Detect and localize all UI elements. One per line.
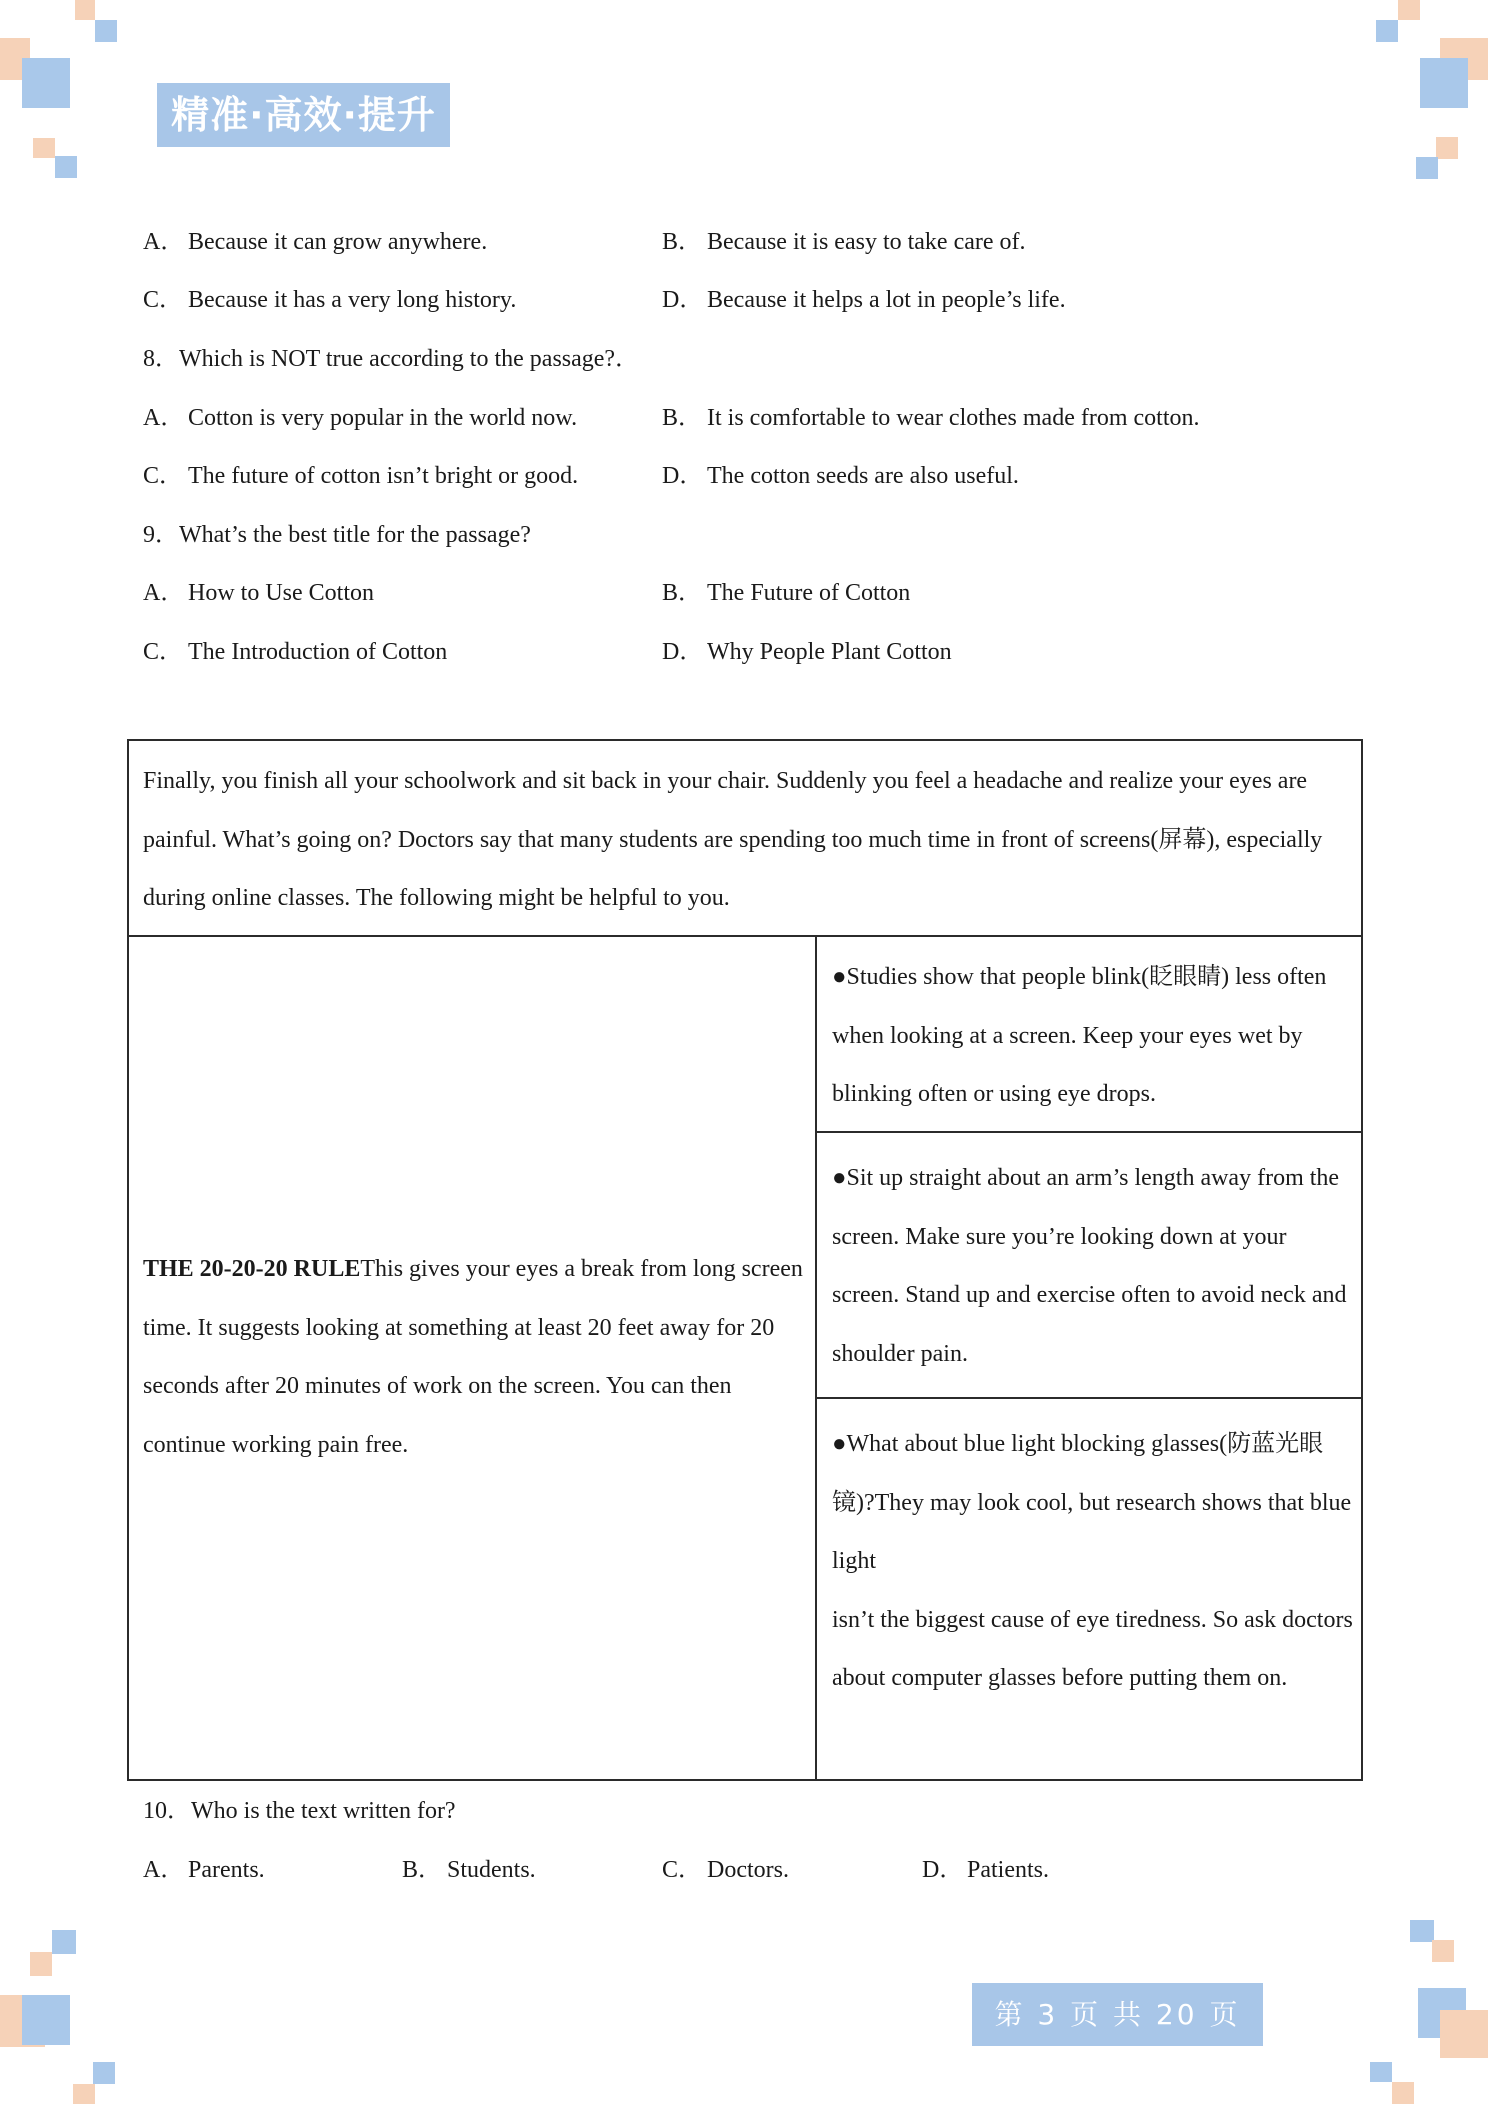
option-text: Patients.	[967, 1857, 1049, 1883]
q10-option-d[interactable]	[922, 1856, 1049, 1884]
tip-blue-light	[832, 1415, 1356, 1708]
rule-heading: THE 20-20-20 RULE	[143, 1256, 361, 1282]
table-divider	[815, 935, 817, 1781]
q7-option-d[interactable]	[662, 286, 1066, 314]
q9-option-a[interactable]	[143, 579, 374, 607]
tip-blue-light-part1: ●What about blue light blocking glasses(防蓝光眼镜)?They may look cool, but research shows that blue light	[832, 1431, 1352, 1574]
option-label: C．	[143, 639, 184, 665]
option-label: A．	[143, 1857, 185, 1883]
table-divider	[127, 935, 1363, 937]
q7-option-b[interactable]	[662, 228, 1026, 256]
header-banner: 精准·高效·提升	[157, 83, 450, 147]
q9-option-c[interactable]	[143, 638, 447, 666]
option-label: B．	[402, 1857, 443, 1883]
q8-option-c[interactable]	[143, 462, 578, 490]
option-label: D．	[662, 463, 704, 489]
option-text: Doctors.	[707, 1857, 789, 1883]
option-text: It is comfortable to wear clothes made from cotton.	[707, 405, 1200, 431]
option-text: Because it helps a lot in people’s life.	[707, 287, 1066, 313]
option-label: C．	[143, 463, 184, 489]
q10-option-a[interactable]	[143, 1856, 265, 1884]
option-text: The cotton seeds are also useful.	[707, 463, 1019, 489]
option-label: C．	[143, 287, 184, 313]
q7-option-c[interactable]	[143, 286, 516, 314]
option-text: How to Use Cotton	[188, 580, 374, 606]
q8-option-d[interactable]	[662, 462, 1019, 490]
option-text: Why People Plant Cotton	[707, 639, 952, 665]
rule-cell	[143, 1240, 805, 1474]
q10-question: 10．Who is the text written for?	[143, 1798, 456, 1824]
q9-option-d[interactable]	[662, 638, 952, 666]
option-label: A．	[143, 229, 185, 255]
option-label: D．	[662, 639, 704, 665]
option-text: The Future of Cotton	[707, 580, 911, 606]
q9-option-b[interactable]	[662, 579, 910, 607]
q8-question: 8．Which is NOT true according to the passage?．	[143, 346, 640, 372]
page-indicator: 第 3 页 共 20 页	[972, 1983, 1263, 2046]
option-label: D．	[662, 287, 704, 313]
tip-blue-light-part2: isn’t the biggest cause of eye tiredness. So ask doctors about computer glasses before putting them on.	[832, 1606, 1353, 1691]
table-divider	[815, 1131, 1363, 1133]
option-label: A．	[143, 580, 185, 606]
tip-posture: ●Sit up straight about an arm’s length away from the screen. Make sure you’re looking down at your screen. Stand up and exercise often to avoid neck and shoulder pain.	[832, 1165, 1347, 1367]
option-label: D．	[922, 1857, 964, 1883]
option-text: Because it can grow anywhere.	[188, 229, 488, 255]
q7-option-a[interactable]	[143, 228, 487, 256]
option-label: B．	[662, 229, 703, 255]
option-text: Because it is easy to take care of.	[707, 229, 1026, 255]
option-text: Students.	[447, 1857, 536, 1883]
option-label: A．	[143, 405, 185, 431]
option-label: B．	[662, 580, 703, 606]
option-label: C．	[662, 1857, 703, 1883]
rule-text: This gives your eyes a break from long screen time. It suggests looking at something at least 20 feet away for 20 seconds after 20 minutes of work on the screen. You can then continue working pain free.	[143, 1256, 803, 1458]
q8-option-b[interactable]	[662, 404, 1200, 432]
q10-option-c[interactable]	[662, 1856, 789, 1884]
option-label: B．	[662, 405, 703, 431]
option-text: Because it has a very long history.	[188, 287, 517, 313]
option-text: Parents.	[188, 1857, 265, 1883]
option-text: The future of cotton isn’t bright or good.	[188, 463, 579, 489]
q10-option-b[interactable]	[402, 1856, 536, 1884]
option-text: The Introduction of Cotton	[188, 639, 448, 665]
option-text: Cotton is very popular in the world now.	[188, 405, 578, 431]
passage-intro: Finally, you finish all your schoolwork and sit back in your chair. Suddenly you feel a headache and realize your eyes are painful. What’s going on? Doctors say that many students are spending too much time in front of screens(屏幕), especially during online classes. The following might be helpful to you.	[143, 768, 1323, 911]
tip-blink: ●Studies show that people blink(眨眼睛) less often when looking at a screen. Keep your eyes wet by blinking often or using eye drops.	[832, 964, 1327, 1107]
q9-question: 9．What’s the best title for the passage?	[143, 522, 531, 548]
q8-option-a[interactable]	[143, 404, 577, 432]
table-divider	[815, 1397, 1363, 1399]
